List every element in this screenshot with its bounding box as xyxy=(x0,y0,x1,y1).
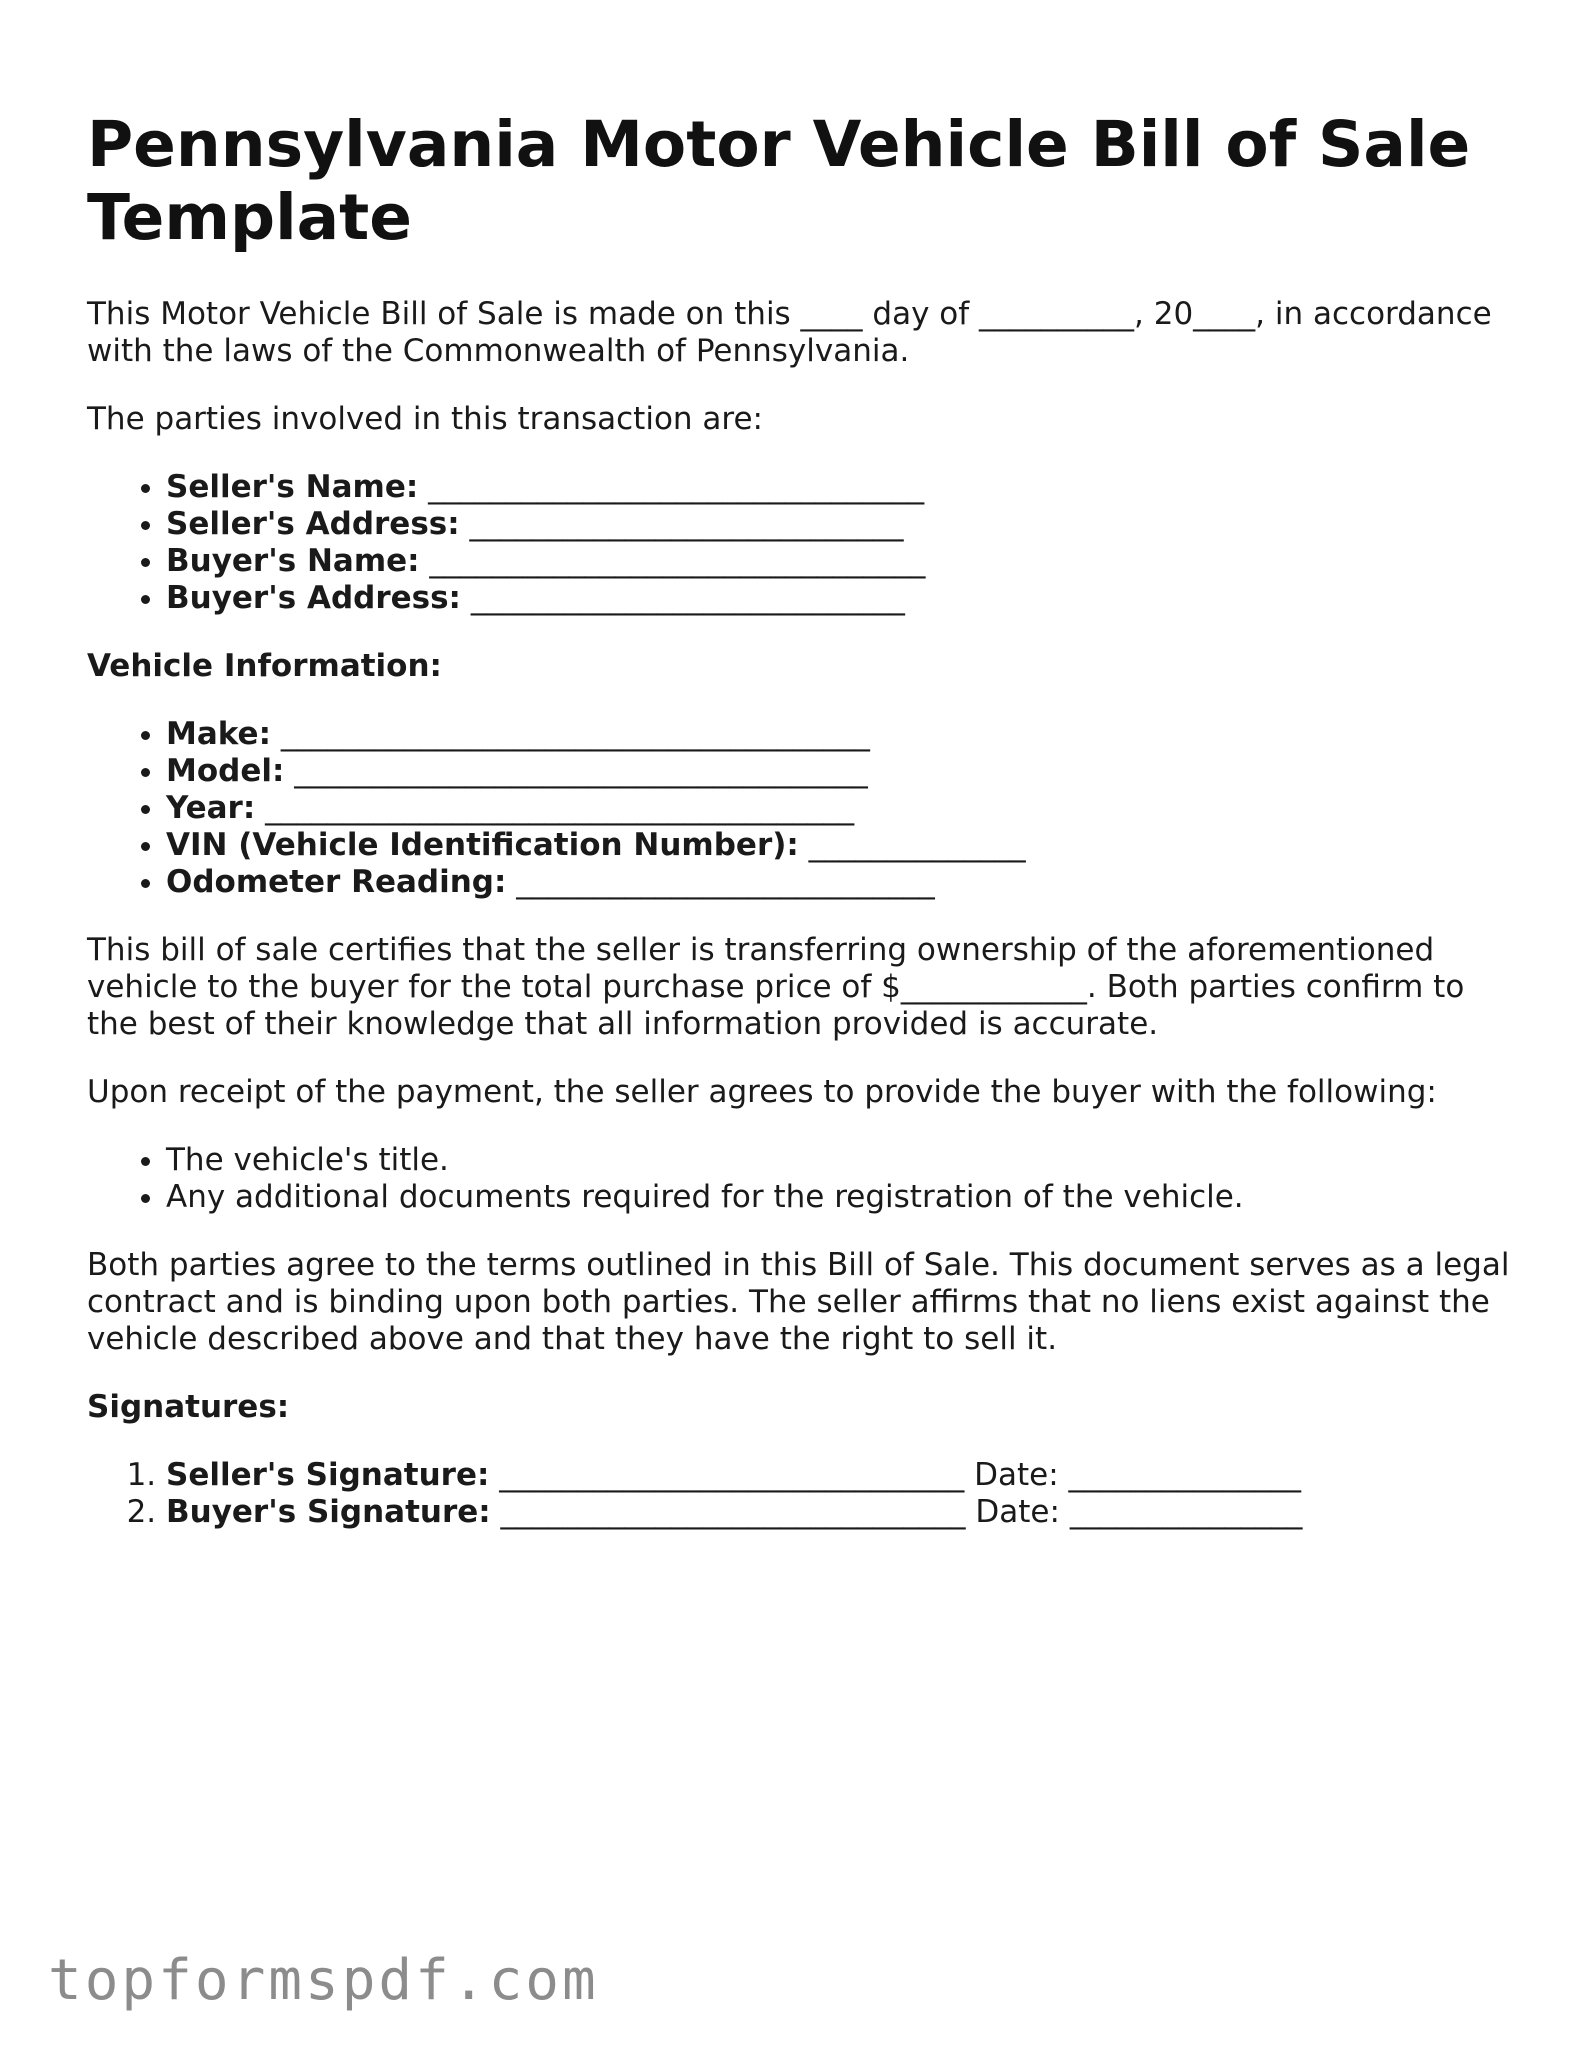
list-item xyxy=(166,864,1517,901)
field-label: Odometer Reading: xyxy=(166,864,507,900)
vehicle-info-heading: Vehicle Information: xyxy=(87,648,442,684)
list-item xyxy=(166,506,1517,543)
list-item xyxy=(166,1494,1517,1531)
document-title: Pennsylvania Motor Vehicle Bill of Sale Template xyxy=(87,108,1471,254)
list-item xyxy=(166,716,1517,753)
list-item: • The vehicle's title. xyxy=(166,1142,1517,1179)
signatures-list xyxy=(87,1457,1517,1531)
seller-date-blank: _______________ xyxy=(1068,1457,1302,1493)
list-item xyxy=(166,580,1517,617)
document-page xyxy=(87,108,1517,1562)
list-item xyxy=(166,790,1517,827)
field-label: Buyer's Address: xyxy=(166,580,461,616)
list-item: • Any additional documents required for the registration of the vehicle. xyxy=(166,1179,1517,1216)
buyer-name-blank: ________________________________ xyxy=(429,543,926,579)
intro-paragraph: This Motor Vehicle Bill of Sale is made on this ____ day of __________, 20____, in accordance with the laws of the Commonwealth of Pennsylvania. xyxy=(87,296,1492,369)
field-label: Seller's Address: xyxy=(166,506,460,542)
seller-name-blank: ________________________________ xyxy=(428,469,925,505)
seller-signature-blank: ______________________________ xyxy=(499,1457,965,1493)
parties-list xyxy=(87,469,1517,617)
buyer-address-blank: ____________________________ xyxy=(470,580,905,616)
list-item xyxy=(166,469,1517,506)
field-label: Model: xyxy=(166,753,285,789)
buyer-date-blank: _______________ xyxy=(1069,1494,1303,1530)
vin-blank: ______________ xyxy=(808,827,1026,863)
field-label: Seller's Name: xyxy=(166,469,419,505)
watermark: topformspdf.com xyxy=(48,1948,599,2013)
vehicle-info-list xyxy=(87,716,1517,901)
make-blank: ______________________________________ xyxy=(280,716,870,752)
list-item xyxy=(166,1457,1517,1494)
list-item xyxy=(166,827,1517,864)
field-label: VIN (Vehicle Identification Number): xyxy=(166,827,799,863)
certification-paragraph: This bill of sale certifies that the seller is transferring ownership of the aforementioned vehicle to the buyer for the total purchase price of $____________. Both parties confirm to the best of their knowledge that all information provided is accurate. xyxy=(87,932,1465,1042)
agreement-paragraph: Both parties agree to the terms outlined in this Bill of Sale. This document serves as a legal contract and is binding upon both parties. The seller affirms that no liens exist against the vehicle described above and that they have the right to sell it. xyxy=(87,1247,1510,1357)
signatures-heading: Signatures: xyxy=(87,1389,290,1425)
payment-intro: Upon receipt of the payment, the seller agrees to provide the buyer with the following: xyxy=(87,1074,1437,1110)
buyer-signature-blank: ______________________________ xyxy=(500,1494,966,1530)
odometer-blank: ___________________________ xyxy=(516,864,935,900)
year-blank: ______________________________________ xyxy=(265,790,855,826)
model-blank: _____________________________________ xyxy=(294,753,868,789)
field-label: Buyer's Signature: xyxy=(166,1494,491,1530)
parties-intro: The parties involved in this transaction are: xyxy=(87,401,763,437)
date-label: Date: xyxy=(975,1494,1060,1530)
list-item xyxy=(166,753,1517,790)
field-label: Year: xyxy=(166,790,256,826)
field-label: Seller's Signature: xyxy=(166,1457,490,1493)
deliverables-list xyxy=(87,1142,1517,1216)
seller-address-blank: ____________________________ xyxy=(469,506,904,542)
list-item xyxy=(166,543,1517,580)
date-label: Date: xyxy=(974,1457,1059,1493)
field-label: Buyer's Name: xyxy=(166,543,420,579)
field-label: Make: xyxy=(166,716,271,752)
